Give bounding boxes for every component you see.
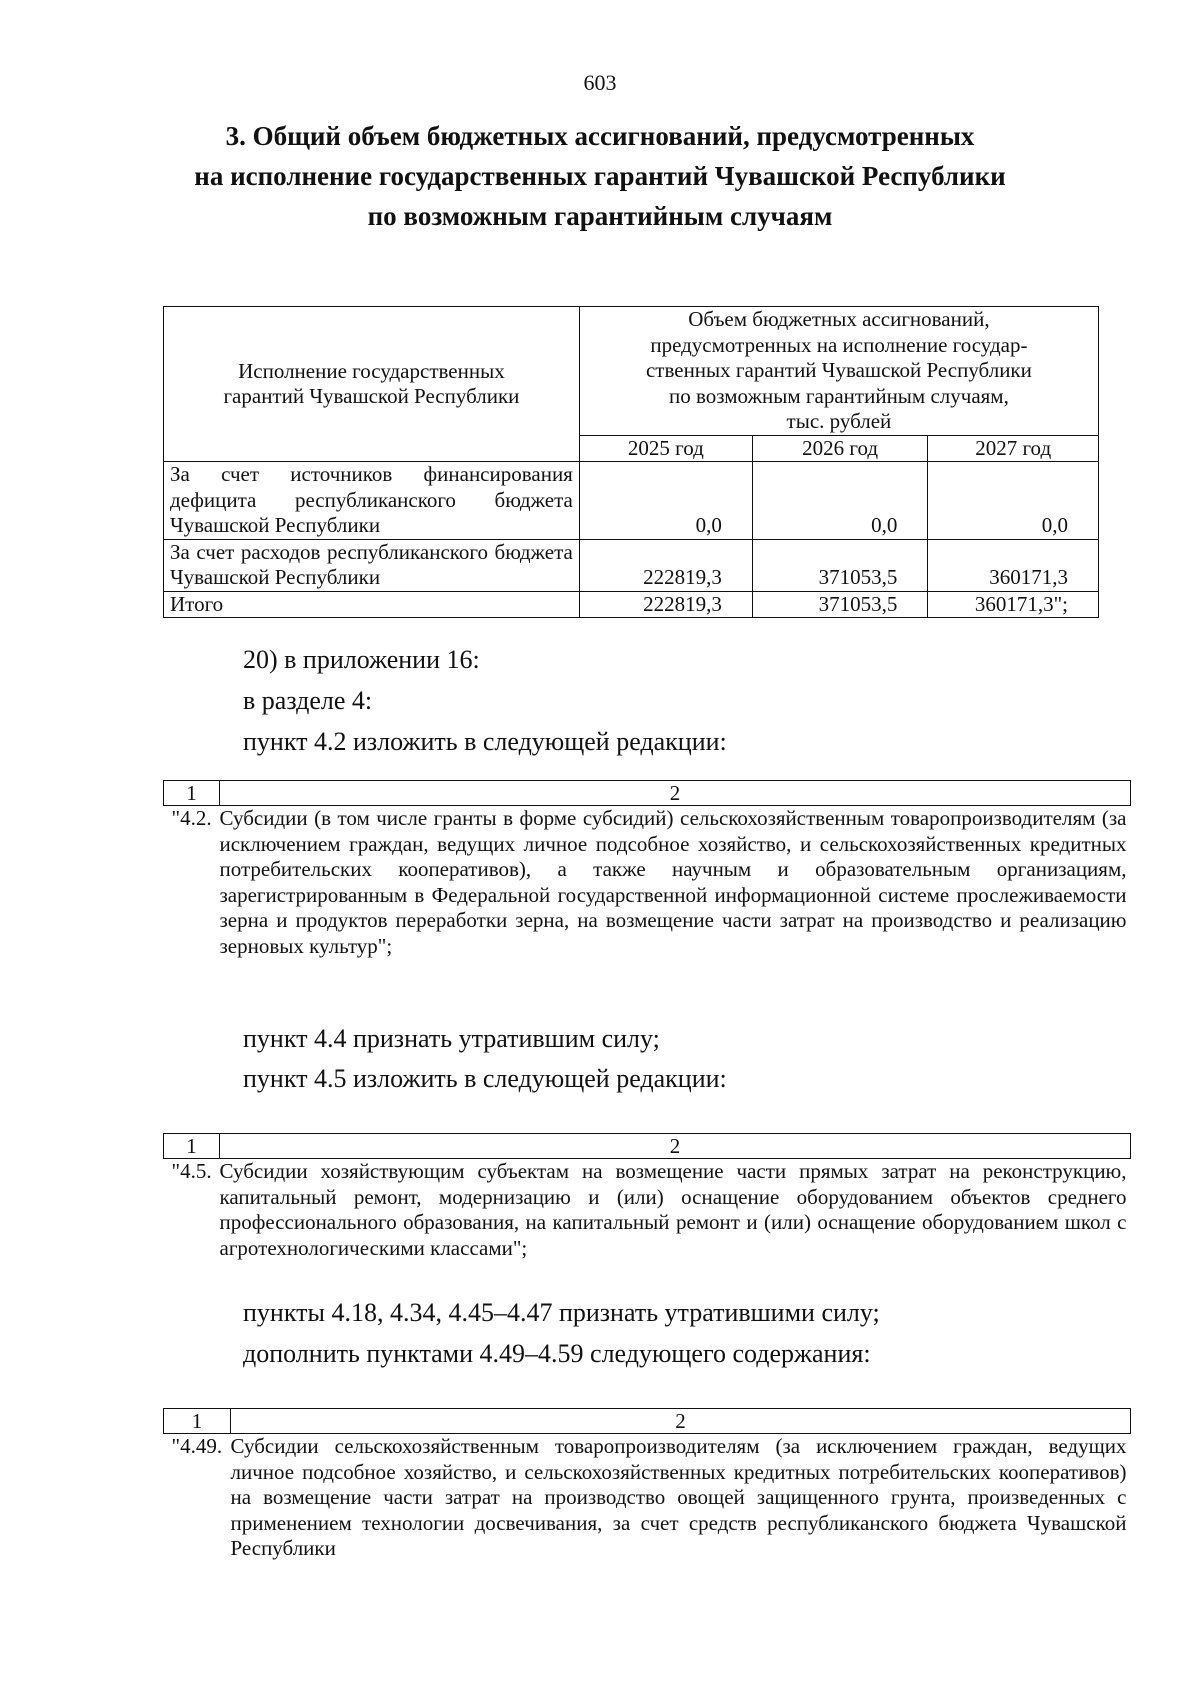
section-title: [150, 116, 1050, 236]
value-cell: 222819,3: [579, 539, 752, 591]
paragraph-appendix-16: 20) в приложении 16:: [243, 645, 480, 674]
header-guarantee-execution: Исполнение государственных гарантий Чувашской Республики: [164, 307, 580, 462]
item-table-4-2: [163, 780, 1131, 959]
row-label: За счет источников финансирования дефицита республиканского бюджета Чувашской Республики: [164, 462, 580, 540]
value-cell: 0,0: [928, 462, 1099, 540]
title-line-3: по возможным гарантийным случаям: [367, 201, 833, 231]
year-header-2025: 2025 год: [579, 435, 752, 462]
item-text: Субсидии (в том числе гранты в форме субсидий) сельскохозяйственным товаропроизводителям (за исключением граждан, ведущих личное подсобное хозяйство, и сельскохозяйственных кредитных потребительских кооперативов), а также научным и образовательным организациям, зарегистрированным в Федеральной государственной информационной системе прослеживаемости зерна и продуктов переработки зерна, на возмещение части затрат на производство и реализацию зерновых культур";: [219, 806, 1127, 958]
table-row: [164, 539, 1099, 591]
column-header-1: 1: [164, 1409, 231, 1434]
value-cell: 360171,3: [928, 539, 1099, 591]
value-cell: 0,0: [579, 462, 752, 540]
paragraph-add-points: дополнить пунктами 4.49–4.59 следующего содержания:: [243, 1339, 871, 1368]
item-table-4-5: [163, 1133, 1131, 1261]
item-number: "4.49.: [171, 1434, 223, 1458]
paragraph-point-4-4: пункт 4.4 признать утратившим силу;: [243, 1024, 660, 1053]
title-line-1: 3. Общий объем бюджетных ассигнований, предусмотренных: [225, 121, 975, 151]
value-cell: 371053,5: [752, 539, 928, 591]
title-line-2: на исполнение государственных гарантий Чувашской Республики: [194, 161, 1006, 191]
header-allocation-volume: Объем бюджетных ассигнований, предусмотренных на исполнение государ- ственных гарантий Чувашской Республики по возможным гарантийным случаям, тыс. рублей: [579, 307, 1098, 436]
value-cell: 371053,5: [752, 591, 928, 618]
paragraph-section-4: в разделе 4:: [243, 686, 373, 715]
item-text: Субсидии сельскохозяйственным товаропроизводителям (за исключением граждан, ведущих личное подсобное хозяйство, и сельскохозяйственных кредитных потребительских кооперативов) на возмещение части затрат на производство овощей защищенного грунта, произведенных с применением технологии досвечивания, за счет средств республиканского бюджета Чувашской Республики: [230, 1434, 1127, 1560]
value-cell: 360171,3";: [928, 591, 1099, 618]
paragraph-point-4-2: пункт 4.2 изложить в следующей редакции:: [243, 727, 727, 756]
row-label: Итого: [164, 591, 580, 618]
column-header-1: 1: [164, 781, 220, 806]
column-header-1: 1: [164, 1134, 220, 1159]
column-header-2: 2: [220, 781, 1131, 806]
row-label: За счет расходов республиканского бюджета Чувашской Республики: [164, 539, 580, 591]
budget-allocations-table: [163, 306, 1099, 618]
value-cell: 222819,3: [579, 591, 752, 618]
paragraph-points-repealed: пункты 4.18, 4.34, 4.45–4.47 признать утратившими силу;: [243, 1298, 880, 1327]
item-number: "4.5.: [171, 1159, 212, 1183]
item-number: "4.2.: [171, 806, 212, 830]
table-row: [164, 462, 1099, 540]
column-header-2: 2: [220, 1134, 1131, 1159]
column-header-2: 2: [231, 1409, 1131, 1434]
item-table-4-49: [163, 1408, 1131, 1562]
paragraph-point-4-5: пункт 4.5 изложить в следующей редакции:: [243, 1064, 727, 1093]
page-number: 603: [583, 70, 617, 95]
value-cell: 0,0: [752, 462, 928, 540]
table-row-total: [164, 591, 1099, 618]
item-text: Субсидии хозяйствующим субъектам на возмещение части прямых затрат на реконструкцию, капитальный ремонт, модернизацию и (или) оснащение оборудованием объектов среднего профессионального образования, на капитальный ремонт и (или) оснащение оборудованием школ с агротехнологическими классами";: [219, 1159, 1127, 1260]
year-header-2027: 2027 год: [928, 435, 1099, 462]
year-header-2026: 2026 год: [752, 435, 928, 462]
